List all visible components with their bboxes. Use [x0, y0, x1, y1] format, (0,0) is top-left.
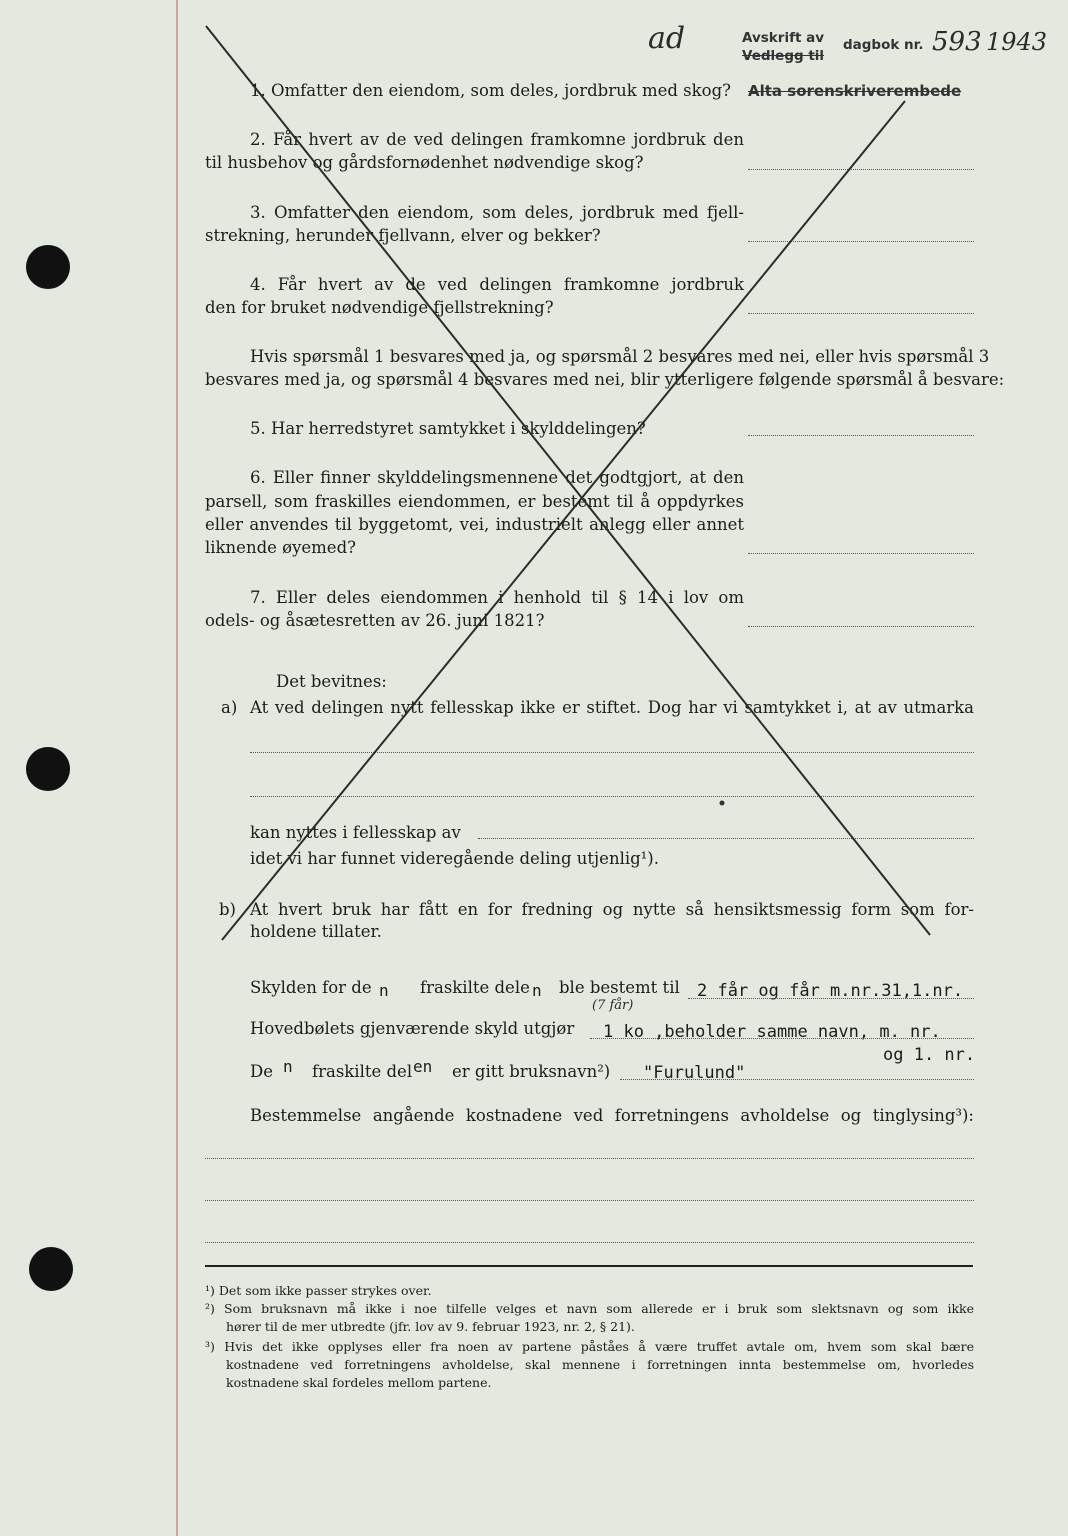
skyld-label-1a: Skylden for de: [250, 978, 372, 997]
footnote-2-line-1: ²) Som bruksnavn må ikke i noe tilfelle velges et navn som allerede er i bruk som slektsnavn og som ikke: [205, 1301, 974, 1316]
skyld-typed-n-1: n: [379, 981, 389, 1000]
question-1: 1. Omfatter den eiendom, som deles, jordbruk med skog?: [250, 81, 731, 100]
dagbok-year: 1943: [986, 28, 1048, 56]
intro-line-2: besvares med ja, og spørsmål 4 besvares med nei, blir ytterligere følgende spørsmål å besvare:: [205, 370, 1005, 389]
skyld-typed-value-2: 1 ko ,beholder samme navn, m. nr.: [603, 1022, 941, 1042]
handwritten-initials: ad: [648, 21, 686, 56]
attest-heading: Det bevitnes:: [276, 672, 387, 691]
question-6-line-4: liknende øyemed?: [205, 538, 356, 557]
stamp-vedlegg: Vedlegg til: [742, 48, 825, 64]
stamp-dagbok: dagbok nr.: [843, 37, 924, 53]
skyld-label-3a: De: [250, 1062, 273, 1081]
skyld-typed-n-2: n: [532, 981, 542, 1000]
attest-a-text: At ved delingen nytt fellesskap ikke er stiftet. Dog har vi samtykket i, at av utmarka: [250, 698, 974, 717]
question-6-line-3: eller anvendes til byggetomt, vei, industrielt anlegg eller annet: [205, 515, 744, 534]
question-3-line-2: strekning, herunder fjellvann, elver og bekker?: [205, 226, 601, 245]
question-4-line-1: 4. Får hvert av de ved delingen framkomne jordbruk: [250, 275, 744, 294]
question-3-line-1: 3. Omfatter den eiendom, som deles, jordbruk med fjell-: [250, 203, 744, 222]
strike-line-2: [222, 101, 905, 940]
footnote-3-line-3: kostnadene skal fordeles mellom partene.: [226, 1375, 492, 1390]
skyld-typed-value-2b: og 1. nr.: [883, 1045, 976, 1065]
intro-line-1: Hvis spørsmål 1 besvares med ja, og spørsmål 2 besvares med nei, eller hvis spørsmål 3: [250, 347, 990, 366]
footnote-2-line-2: hører til de mer utbredte (jfr. lov av 9. februar 1923, nr. 2, § 21).: [226, 1319, 635, 1334]
stamp-avskrift: Avskrift av: [742, 30, 825, 46]
attest-b-line-2: holdene tillater.: [250, 922, 382, 941]
attest-b-line-1: At hvert bruk har fått en for fredning og nytte så hensiktsmessig form som for-: [250, 900, 974, 919]
footnote-1: ¹) Det som ikke passer strykes over.: [205, 1283, 432, 1298]
skyld-label-3c: er gitt bruksnavn²): [452, 1062, 611, 1081]
skyld-typed-n-3: n: [283, 1057, 293, 1076]
question-7-line-2: odels- og åsætesretten av 26. juni 1821?: [205, 611, 545, 630]
skyld-label-1b: fraskilte dele: [420, 978, 530, 997]
question-2-line-2: til husbehov og gårdsfornødenhet nødvendige skog?: [205, 153, 644, 172]
skyld-typed-n-4: en: [413, 1057, 433, 1076]
question-4-line-2: den for bruket nødvendige fjellstrekning?: [205, 298, 554, 317]
question-5: 5. Har herredstyret samtykket i skylddelingen?: [250, 419, 646, 438]
attest-kan-nyttes: kan nyttes i fellesskap av: [250, 823, 461, 842]
strike-line-1: [206, 26, 930, 935]
dagbok-number: 593: [932, 27, 982, 57]
attest-a-label: a): [221, 698, 238, 717]
skyld-hand-note: (7 får): [592, 998, 634, 1013]
footnote-3-line-2: kostnadene ved forretningens avholdelse, skal mennene i forretningen innta bestemmelse om, hvorledes: [226, 1357, 974, 1372]
question-6-line-1: 6. Eller finner skylddelingsmennene det godtgjort, at den: [250, 468, 744, 487]
skyld-label-1c: ble bestemt til: [559, 978, 680, 997]
question-2-line-1: 2. Får hvert av de ved delingen framkomne jordbruk den: [250, 130, 744, 149]
footnote-3-line-1: ³) Hvis det ikke opplyses eller fra noen av partene påståes å være truffet avtale om, hvem som skal bære: [205, 1339, 974, 1354]
attest-idet: idet vi har funnet videregående deling utjenlig¹).: [250, 849, 659, 868]
attest-b-label: b): [219, 900, 236, 919]
skyld-typed-value-1: 2 får og får m.nr.31,1.nr.: [697, 981, 964, 1001]
stamp-office: Alta sorenskriverembede: [748, 82, 962, 100]
question-7-line-1: 7. Eller deles eiendommen i henhold til § 14 i lov om: [250, 588, 744, 607]
bestemmelse-label: Bestemmelse angående kostnadene ved forretningens avholdelse og tinglysing³):: [250, 1106, 974, 1125]
skyld-label-3b: fraskilte del: [312, 1062, 413, 1081]
question-6-line-2: parsell, som fraskilles eiendommen, er bestemt til å oppdyrkes: [205, 492, 744, 511]
skyld-label-2: Hovedbølets gjenværende skyld utgjør: [250, 1019, 575, 1038]
skyld-typed-bruksnavn: "Furulund": [643, 1063, 746, 1083]
ink-dot: [720, 801, 725, 806]
